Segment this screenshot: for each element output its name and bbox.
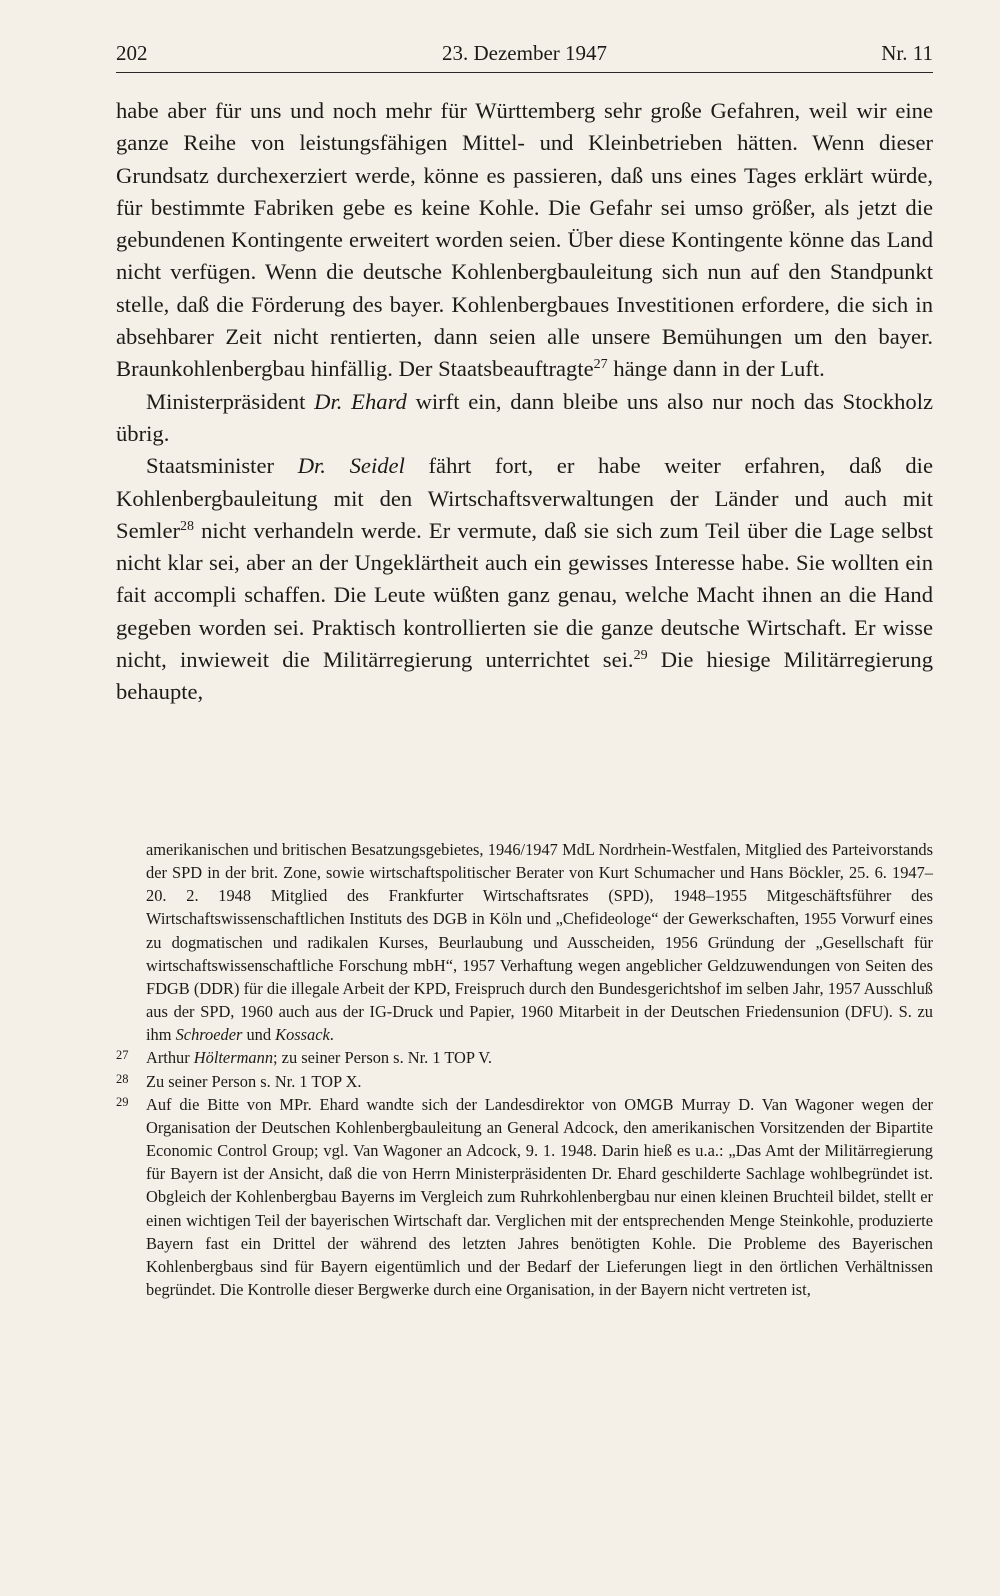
paragraph-1-text: habe aber für uns und noch mehr für Württemberg sehr große Gefahren, weil wir eine ganze Reihe von leistungsfähigen Mittel- und Kleinbetrieben hätten. Wenn dieser Grundsatz durchexerziert werde, könne es passieren, daß uns eines Tages erklärt würde, für bestimmte Fabriken gebe es keine Kohle. Die Gefahr sei umso größer, als jetzt die gebundenen Kontingente erweitert worden seien. Über diese Kontingente könne das Land nicht verfügen. Wenn die deutsche Kohlenbergbauleitung sich nun auf den Standpunkt stelle, daß die Förderung des bayer. Kohlenbergbaues Investitionen erfordere, die sich in absehbarer Zeit nicht rentierten, dann seien alle unsere Bemühungen um den bayer. Braunkohlenbergbau hinfällig. Der Staatsbeauftragte <box>116 98 933 382</box>
footnote-ref-27: 27 <box>593 357 608 373</box>
footnote-27 <box>116 1046 933 1069</box>
paragraph-1-text-end: hänge dann in der Luft. <box>607 356 825 382</box>
paragraph-3-text-2: fährt fort, er habe weiter erfahren, daß die Kohlenbergbauleitung mit den Wirtschaftsverwaltungen der Länder und auch mit Semler <box>116 453 933 543</box>
footnote-continuation-text: amerikanischen und britischen Besatzungsgebietes, 1946/1947 MdL Nordrhein-Westfalen, Mitglied des Parteivorstands der SPD in der brit. Zone, sowie wirtschaftspolitischer Berater von Kurt Schumacher und Hans Böckler, 25. 6. 1947–20. 2. 1948 Mitglied des Frankfurter Wirtschaftsrates (SPD), 1948–1955 Mitgeschäftsführer des Wirtschaftswissenschaftlichen Instituts des DGB in Köln und „Chefideologe“ der Gewerkschaften, 1955 Vorwurf eines zu dogmatischen und radikalen Kurses, Beurlaubung und Ausscheiden, 1956 Gründung der „Gesellschaft für wirtschaftswissenschaftliche Forschung mbH“, 1957 Verhaftung wegen angeblicher Geldzuwendungen von Seiten des FDGB (DDR) für die illegale Arbeit der KPD, Freispruch durch den Bundesgerichtshof im selben Jahr, 1957 Ausschluß aus der SPD, 1960 auch aus der IG-Druck und Papier, 1960 Mitarbeit in der Deutschen Friedensunion (DFU). S. zu ihm <box>146 840 933 1045</box>
footnote-continuation-and: und <box>242 1025 276 1045</box>
body-text <box>116 95 933 709</box>
footnote-27-mark: 27 <box>116 1048 129 1063</box>
paragraph-3-text-3: nicht verhandeln werde. Er vermute, daß sie sich zum Teil über die Lage selbst nicht klar sei, aber an der Ungeklärtheit auch ein gewisses Interesse habe. Sie wollten ein fait accompli schaffen. Die Leute wüßten ganz genau, welche Macht ihnen an die Hand gegeben worden sei. Praktisch kontrollierten sie die ganze deutsche Wirtschaft. Er wisse nicht, inwieweit die Militärregierung unterrichtet sei. <box>116 517 933 673</box>
reference-kossack: Kossack <box>275 1025 330 1045</box>
page <box>116 38 933 709</box>
footnote-28 <box>116 1070 933 1093</box>
footnote-continuation-end: . <box>329 1025 334 1045</box>
person-name-hoeltermann: Höltermann <box>193 1048 274 1068</box>
header-date: 23. Dezember 1947 <box>441 41 608 65</box>
footnote-29-mark: 29 <box>116 1094 129 1109</box>
footnote-29-text: Auf die Bitte von MPr. Ehard wandte sich der Landesdirektor von OMGB Murray D. Van Wagoner wegen der Organisation der Deutschen Kohlenbergbauleitung an General Adcock, den amerikanischen Vorsitzenden der Bipartite Economic Control Group; vgl. Van Wagoner an Adcock, 9. 1. 1948. Darin hieß es u.a.: „Das Amt der Militärregierung für Bayern ist der Ansicht, daß die von Herrn Ministerpräsidenten Dr. Ehard geschilderte Sachlage wohlbegründet ist. Obgleich der Kohlenbergbau Bayerns im Vergleich zum Ruhrkohlenbergbau nur einen kleinen Bruchteil bildet, stellt er einen wichtigen Teil der bayerischen Wirtschaft dar. Verglichen mit der entsprechenden Menge Steinkohle, produzierte Bayern fast ein Drittel der während des letzten Jahres benötigten Kohle. Die Probleme des Bayerischen Kohlenbergbaus sind für Bayern eigentümlich und der Bedarf der Lieferungen liegt in den örtlichen Verhältnissen begründet. Die Kontrolle dieser Bergwerke durch eine Organisation, in der Bayern nicht vertreten ist, <box>146 1094 933 1299</box>
speaker-name-ehard: Dr. Ehard <box>314 388 407 414</box>
footnote-continuation <box>146 838 933 1046</box>
footnote-ref-28: 28 <box>180 518 194 534</box>
footnote-29 <box>116 1093 933 1301</box>
running-head <box>116 38 933 73</box>
footnote-27-text: Arthur <box>146 1048 194 1068</box>
page-number: 202 <box>116 41 148 65</box>
footnotes <box>116 838 933 1301</box>
footnote-ref-29: 29 <box>633 648 648 664</box>
footnote-28-mark: 28 <box>116 1071 129 1086</box>
reference-schroeder: Schroeder <box>175 1025 243 1045</box>
paragraph-3-text: Staatsminister <box>146 453 298 479</box>
footnote-28-text: Zu seiner Person s. Nr. 1 TOP X. <box>146 1071 362 1091</box>
footnote-27-text-end: ; zu seiner Person s. Nr. 1 TOP V. <box>273 1048 493 1068</box>
paragraph-2-text: Ministerpräsident <box>146 388 315 414</box>
paragraph-2-text-end: wirft ein, dann bleibe uns also nur noch das Stockholz übrig. <box>116 388 934 446</box>
paragraph-1 <box>116 95 933 386</box>
paragraph-2 <box>116 386 933 451</box>
document-number: Nr. 11 <box>881 41 933 65</box>
paragraph-3 <box>116 450 933 708</box>
paragraph-3-text-end: Die hiesige Militärregierung behaupte, <box>116 647 933 705</box>
speaker-name-seidel: Dr. Seidel <box>297 453 405 479</box>
